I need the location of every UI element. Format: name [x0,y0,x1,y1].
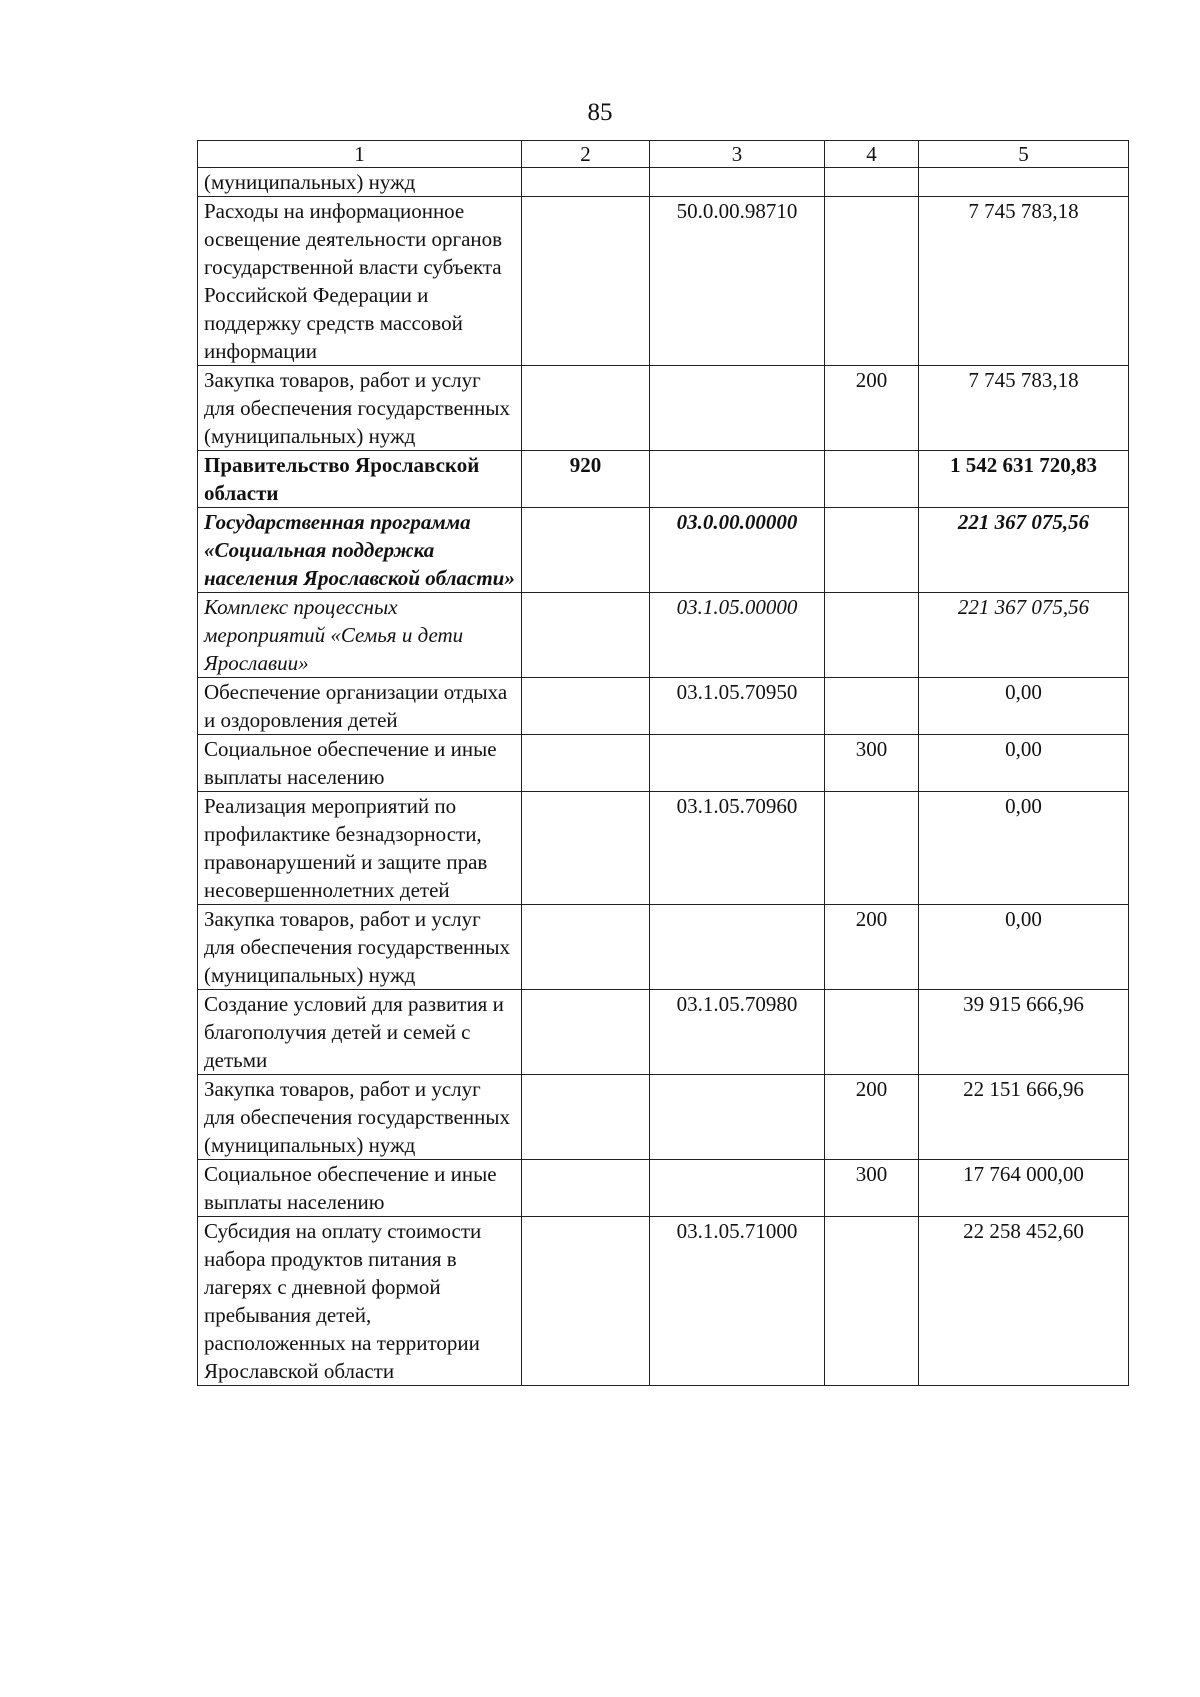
expense-name-cell: Реализация мероприятий по профилактике безнадзорности, правонарушений и защите прав несовершеннолетних детей [198,792,522,905]
target-article-cell: 03.0.00.00000 [650,508,825,593]
table-row [198,366,1129,451]
expense-type-cell: 300 [825,1160,919,1217]
target-article-cell [650,1075,825,1160]
target-article-cell: 03.1.05.00000 [650,593,825,678]
ministry-code-cell [522,678,650,735]
header-col-2: 2 [522,141,650,168]
target-article-cell: 03.1.05.70980 [650,990,825,1075]
expense-type-cell: 300 [825,735,919,792]
expense-type-cell: 200 [825,366,919,451]
ministry-code-cell [522,1217,650,1386]
ministry-code-cell [522,593,650,678]
amount-cell: 39 915 666,96 [919,990,1129,1075]
ministry-code-cell [522,1160,650,1217]
amount-cell: 0,00 [919,735,1129,792]
table-header-row [198,141,1129,168]
ministry-code-cell [522,197,650,366]
expense-type-cell [825,990,919,1075]
expense-name-cell: Социальное обеспечение и иные выплаты населению [198,1160,522,1217]
expense-type-cell [825,197,919,366]
table-row [198,197,1129,366]
table-row [198,905,1129,990]
target-article-cell [650,905,825,990]
expense-type-cell: 200 [825,1075,919,1160]
target-article-cell: 50.0.00.98710 [650,197,825,366]
amount-cell: 0,00 [919,905,1129,990]
amount-cell [919,168,1129,197]
header-col-4: 4 [825,141,919,168]
table-row [198,678,1129,735]
header-col-1: 1 [198,141,522,168]
target-article-cell [650,735,825,792]
table-row [198,990,1129,1075]
target-article-cell: 03.1.05.70960 [650,792,825,905]
expense-type-cell [825,678,919,735]
table-row [198,1160,1129,1217]
expense-name-cell: Закупка товаров, работ и услуг для обеспечения государственных (муниципальных) нужд [198,1075,522,1160]
expense-name-cell: Комплекс процессных мероприятий «Семья и дети Ярославии» [198,593,522,678]
expense-type-cell: 200 [825,905,919,990]
expense-name-cell: Социальное обеспечение и иные выплаты населению [198,735,522,792]
table-row [198,593,1129,678]
ministry-code-cell [522,366,650,451]
budget-table [197,140,1129,1386]
amount-cell: 17 764 000,00 [919,1160,1129,1217]
target-article-cell [650,168,825,197]
table-row [198,168,1129,197]
expense-type-cell [825,593,919,678]
header-col-5: 5 [919,141,1129,168]
amount-cell: 7 745 783,18 [919,366,1129,451]
amount-cell: 221 367 075,56 [919,508,1129,593]
expense-name-cell: Закупка товаров, работ и услуг для обеспечения государственных (муниципальных) нужд [198,905,522,990]
target-article-cell [650,1160,825,1217]
page-number: 85 [587,99,613,126]
amount-cell: 7 745 783,18 [919,197,1129,366]
amount-cell: 22 151 666,96 [919,1075,1129,1160]
table-row [198,1075,1129,1160]
expense-name-cell: Закупка товаров, работ и услуг для обеспечения государственных (муниципальных) нужд [198,366,522,451]
expense-type-cell [825,508,919,593]
expense-type-cell [825,1217,919,1386]
table-row [198,792,1129,905]
ministry-code-cell [522,1075,650,1160]
target-article-cell [650,366,825,451]
expense-name-cell: Государственная программа «Социальная поддержка населения Ярославской области» [198,508,522,593]
ministry-code-cell: 920 [522,451,650,508]
header-col-3: 3 [650,141,825,168]
target-article-cell: 03.1.05.70950 [650,678,825,735]
expense-name-cell: Правительство Ярославской области [198,451,522,508]
table-row [198,735,1129,792]
expense-name-cell: Субсидия на оплату стоимости набора продуктов питания в лагерях с дневной формой пребывания детей, расположенных на территории Ярославской области [198,1217,522,1386]
table-row [198,451,1129,508]
table-row [198,508,1129,593]
expense-name-cell: (муниципальных) нужд [198,168,522,197]
target-article-cell [650,451,825,508]
expense-name-cell: Создание условий для развития и благополучия детей и семей с детьми [198,990,522,1075]
ministry-code-cell [522,990,650,1075]
ministry-code-cell [522,905,650,990]
target-article-cell: 03.1.05.71000 [650,1217,825,1386]
expense-type-cell [825,168,919,197]
amount-cell: 0,00 [919,792,1129,905]
ministry-code-cell [522,735,650,792]
table-row [198,1217,1129,1386]
expense-type-cell [825,451,919,508]
ministry-code-cell [522,168,650,197]
expense-name-cell: Расходы на информационное освещение деятельности органов государственной власти субъекта Российской Федерации и поддержку средств массовой информации [198,197,522,366]
amount-cell: 221 367 075,56 [919,593,1129,678]
amount-cell: 22 258 452,60 [919,1217,1129,1386]
amount-cell: 1 542 631 720,83 [919,451,1129,508]
amount-cell: 0,00 [919,678,1129,735]
ministry-code-cell [522,792,650,905]
expense-name-cell: Обеспечение организации отдыха и оздоровления детей [198,678,522,735]
ministry-code-cell [522,508,650,593]
expense-type-cell [825,792,919,905]
